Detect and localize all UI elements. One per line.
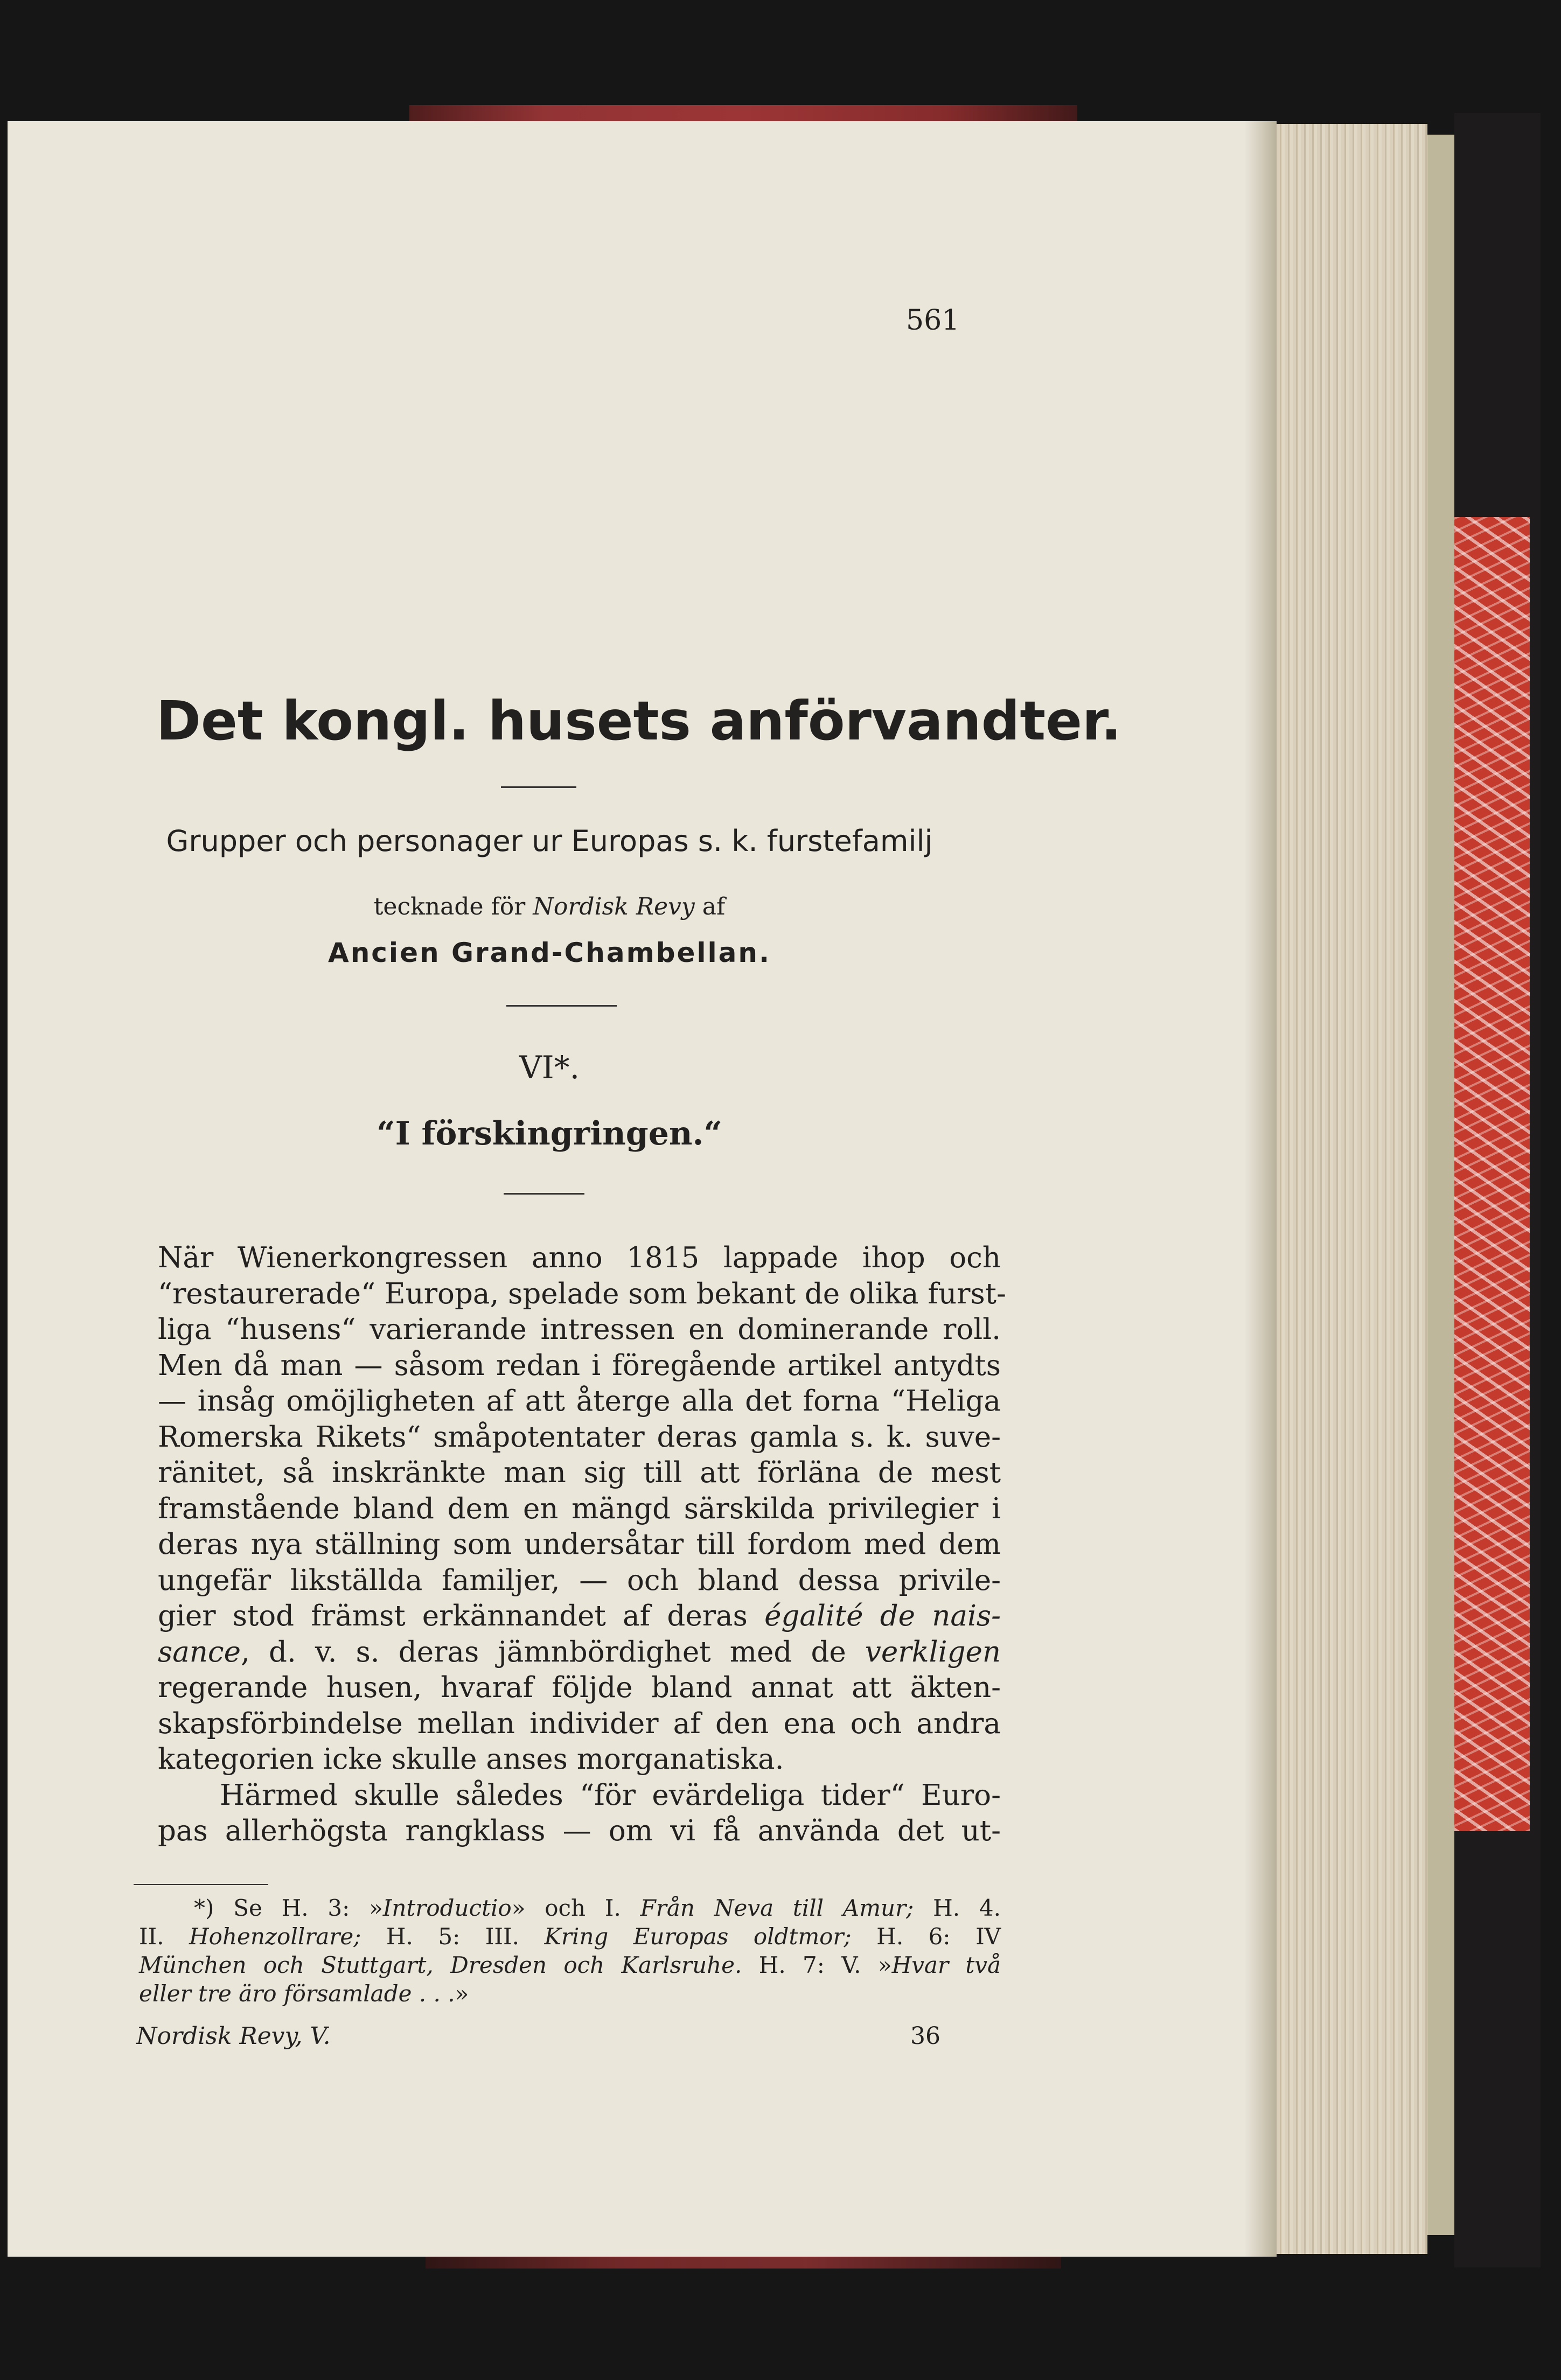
body-line: [158, 1707, 1001, 1740]
body-line: [158, 1564, 1001, 1597]
body-line: [158, 1814, 1001, 1847]
body-segment: — insåg omöjligheten af att återge alla det forna “Heliga: [158, 1385, 1001, 1418]
body-line: [158, 1313, 1001, 1346]
body-segment: Men då man — såsom redan i föregående artikel antydts: [158, 1349, 1001, 1382]
article-subtitle: Grupper och personager ur Europas s. k. furstefamilj: [166, 824, 933, 858]
footnote-line: [139, 1952, 1001, 1978]
footnote-segment: II.: [139, 1923, 190, 1950]
body-segment: “restaurerade“ Europa, spelade som bekant de olika furst-: [158, 1277, 1006, 1310]
page-edges-stack: [1277, 124, 1427, 2254]
body-segment: gier stod främst erkännandet af deras: [158, 1600, 765, 1632]
footnote-line: [139, 1895, 1001, 1921]
footnote-segment: Introductio: [382, 1895, 512, 1921]
body-segment: liga “husens“ varierande intressen en dominerande roll.: [158, 1313, 1001, 1346]
footnote-segment: » och I.: [511, 1895, 640, 1921]
body-line: [158, 1421, 1001, 1454]
footnote-line: [139, 1923, 1001, 1950]
body-segment: ränitet, så inskränkte man sig till att förläna de mest: [158, 1456, 1001, 1489]
body-segment: skapsförbindelse mellan individer af den ena och andra: [158, 1707, 1001, 1740]
footnote-segment: Från Neva till Amur;: [640, 1895, 914, 1921]
section-rule: [504, 1193, 584, 1195]
body-segment: pas allerhögsta rangklass — om vi få använda det ut-: [158, 1814, 1001, 1847]
body-line: [158, 1241, 1001, 1274]
body-segment: ungefär likställda familjer, — och bland dessa privile-: [158, 1564, 1001, 1597]
body-segment: framstående bland dem en mängd särskilda privilegier i: [158, 1492, 1001, 1525]
footnote-segment: H. 4.: [914, 1895, 1001, 1921]
body-line: [158, 1743, 1001, 1776]
footnote-line: [139, 1980, 1001, 2007]
body-segment: deras nya ställning som undersåtar till fordom med dem: [158, 1528, 1001, 1561]
body-segment: Härmed skulle således “för evärdeliga tider“ Euro-: [220, 1778, 1001, 1812]
body-line: [158, 1671, 1001, 1704]
footnote-segment: H. 5: III.: [361, 1923, 545, 1950]
body-line: [158, 1492, 1001, 1525]
book-cover-top-edge: [409, 105, 1077, 121]
footnote-segment: *) Se H. 3: »: [194, 1895, 383, 1921]
page-edge-board: [1427, 135, 1454, 2235]
footnote-segment: München och Stuttgart, Dresden och Karlsruhe.: [139, 1952, 742, 1978]
section-title: “I förskingringen.“: [377, 1115, 722, 1153]
footnote-segment: Hohenzollrare;: [189, 1923, 361, 1950]
drawn-for-line: [151, 893, 948, 920]
book-cover-bottom-edge: [426, 2257, 1061, 2269]
body-line: [158, 1779, 1001, 1812]
footnote-rule: [134, 1884, 268, 1885]
drawn-for-prefix: tecknade för: [373, 893, 526, 920]
page-gutter-shadow: [1244, 121, 1277, 2257]
body-segment: égalité de nais-: [764, 1600, 1001, 1632]
body-segment: sance: [158, 1635, 241, 1669]
page-number: 561: [906, 304, 960, 337]
title-rule: [501, 786, 576, 788]
body-line: [158, 1385, 1001, 1418]
drawn-for-suffix: af: [702, 893, 726, 920]
body-segment: regerande husen, hvaraf följde bland annat att äkten-: [158, 1671, 1001, 1704]
footnote-segment: Kring Europas oldtmor;: [544, 1923, 852, 1950]
footnote-segment: H. 6: IV: [851, 1923, 1001, 1950]
footnote-segment: Hvar två: [891, 1952, 1001, 1978]
section-number: VI*.: [519, 1049, 580, 1086]
body-segment: , d. v. s. deras jämnbördighet med de: [240, 1635, 865, 1669]
author-pseudonym: Ancien Grand-Chambellan.: [328, 937, 771, 968]
body-segment: När Wienerkongressen anno 1815 lappade ihop och: [158, 1241, 1001, 1274]
author-rule: [506, 1005, 617, 1007]
journal-name: Nordisk Revy: [533, 893, 695, 920]
body-line: [158, 1349, 1001, 1382]
footer-journal: Nordisk Revy, V.: [136, 2022, 331, 2050]
article-title: Det kongl. husets anförvandter.: [156, 689, 1121, 752]
footnote-segment: eller tre äro församlade . . .: [139, 1980, 455, 2007]
footer-sheet-number: 36: [910, 2022, 940, 2050]
body-line: [158, 1636, 1001, 1669]
body-segment: kategorien icke skulle anses morganatiska.: [158, 1743, 784, 1776]
body-line: [158, 1600, 1001, 1632]
body-line: [158, 1277, 1006, 1310]
footnote-segment: »: [455, 1980, 469, 2007]
body-line: [158, 1456, 1001, 1489]
marbled-cover-pattern: [1454, 517, 1530, 1831]
body-segment: verkligen: [865, 1635, 1001, 1669]
body-segment: Romerska Rikets“ småpotentater deras gamla s. k. suve-: [158, 1420, 1001, 1454]
body-line: [158, 1528, 1001, 1561]
footnote-segment: H. 7: V. »: [742, 1952, 892, 1978]
